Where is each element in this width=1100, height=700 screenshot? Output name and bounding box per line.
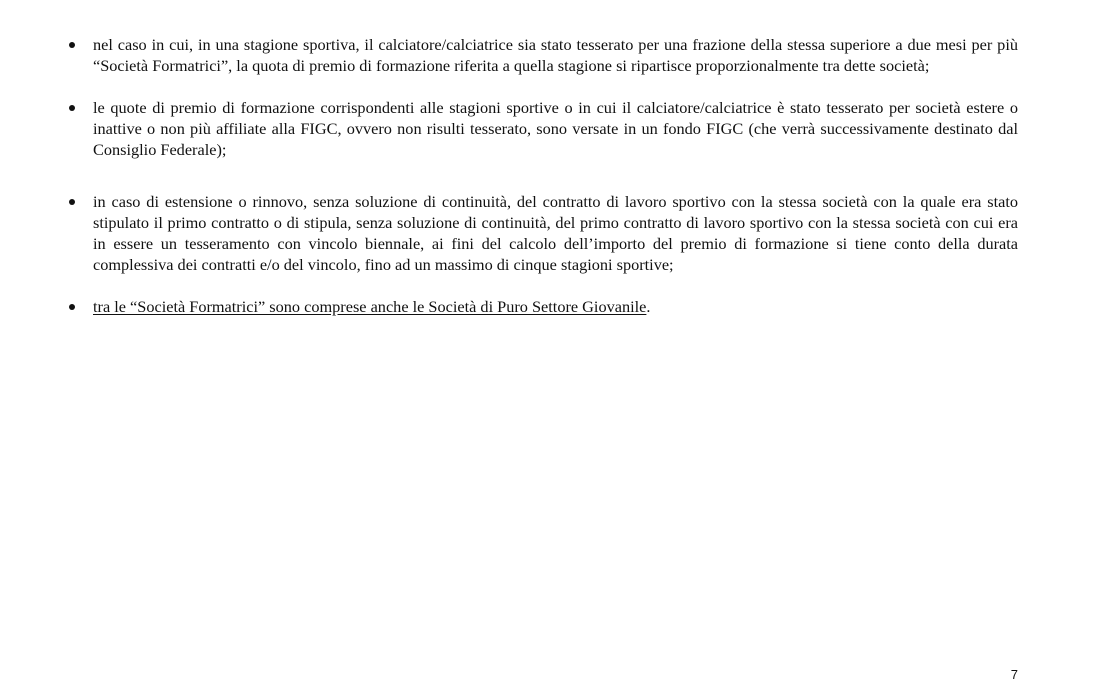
list-item-text: le quote di premio di formazione corrispondenti alle stagioni sportive o in cui il calciatore/calciatrice è stato tesserato per società estere o inattive o non più affiliate alla FIGC, ovvero non risulti tesserato, sono versate in un fondo FIGC (che verrà successivamente destinato dal Consiglio Federale); — [93, 98, 1018, 159]
page-number: 7 — [1010, 667, 1018, 682]
list-item — [66, 34, 1018, 76]
bullet-icon — [69, 304, 75, 310]
bullet-icon — [69, 105, 75, 111]
list-item — [66, 296, 1018, 317]
bullet-icon — [69, 199, 75, 205]
bullet-list — [66, 34, 1018, 317]
list-item-text-underlined: tra le “Società Formatrici” sono comprese anche le Società di Puro Settore Giovanile — [93, 297, 647, 316]
list-item-suffix: . — [646, 297, 651, 316]
list-item-text: in caso di estensione o rinnovo, senza soluzione di continuità, del contratto di lavoro sportivo con la stessa società con la quale era stato stipulato il primo contratto o di stipula, senza soluzione di continuità, del primo contratto di lavoro sportivo con la stessa società con cui era in essere un tesseramento con vincolo biennale, ai fini del calcolo dell’importo del premio di formazione si tiene conto della durata complessiva dei contratti e/o del vincolo, fino ad un massimo di cinque stagioni sportive; — [93, 192, 1018, 274]
list-item-text: nel caso in cui, in una stagione sportiva, il calciatore/calciatrice sia stato tesserato per una frazione della stessa superiore a due mesi per più “Società Formatrici”, la quota di premio di formazione riferita a quella stagione si ripartisce proporzionalmente tra dette società; — [93, 35, 1018, 75]
list-item — [66, 97, 1018, 160]
list-item — [66, 191, 1018, 275]
bullet-icon — [69, 42, 75, 48]
